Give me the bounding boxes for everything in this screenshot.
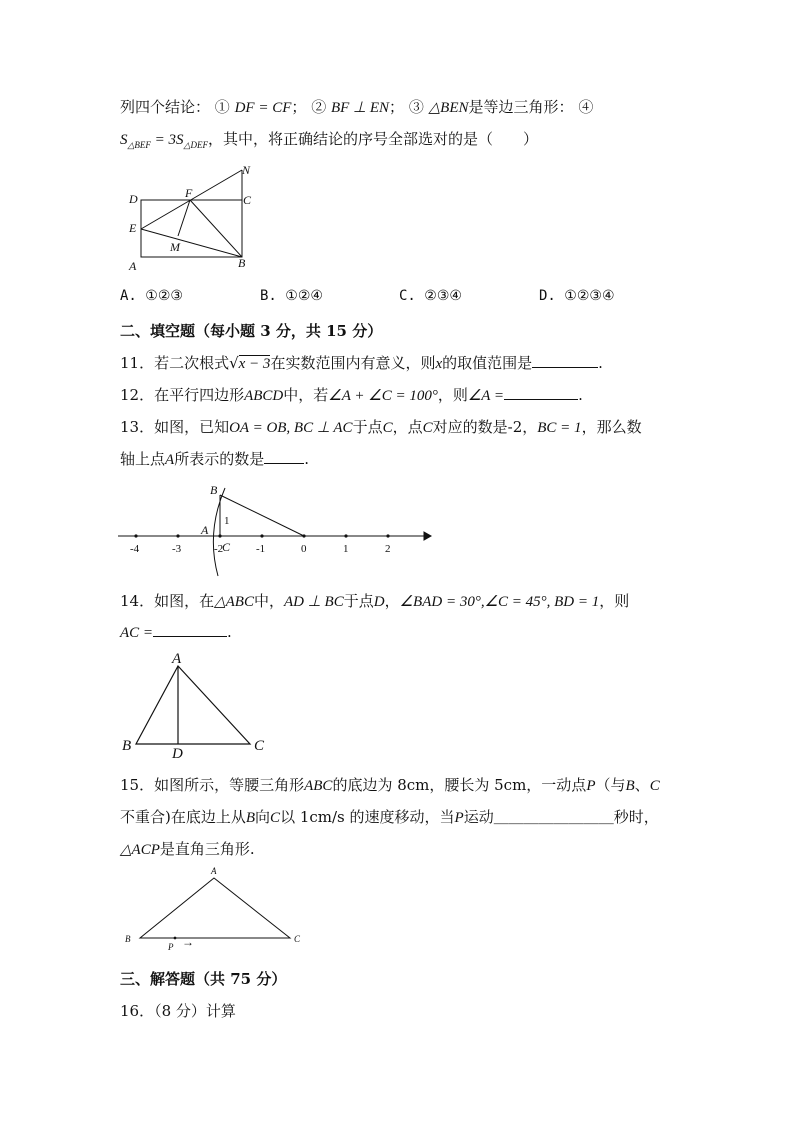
q10-option-d: D. ①②③④ [539, 288, 615, 304]
q15-answer-blank[interactable]: ＿＿＿＿＿＿＿＿ [493, 808, 614, 826]
q12-end: . [578, 386, 583, 404]
label-b: B [122, 738, 132, 754]
label-f: F [185, 186, 193, 200]
tick-label: -4 [130, 543, 140, 555]
q13-expr: OA = OB, BC ⊥ AC [229, 420, 353, 436]
q13-line2 [120, 448, 309, 469]
q10-eq: = 3S [150, 132, 184, 148]
q13-point: C [422, 420, 433, 436]
q15-text: 运动 [463, 808, 494, 826]
q11-radicand: x − 3 [238, 356, 271, 372]
section-2-title: 二、填空题（每小题 3 分，共 15 分） [120, 322, 383, 340]
label-n: N [242, 163, 251, 177]
line-fb [190, 200, 242, 257]
q12-expr: ∠A + ∠C = 100° [328, 388, 438, 404]
q10-text: 列四个结论： [120, 98, 211, 116]
q13-text: 所表示的数是 [174, 450, 265, 468]
q15-point: P [454, 810, 464, 826]
label-a: A [211, 866, 217, 876]
q13-text: 轴上点 [120, 450, 166, 468]
q14-text: 于点 [343, 592, 374, 610]
q11-text: 的取值范围是 [442, 354, 533, 372]
q13-text: 于点 [352, 418, 383, 436]
q14-text: ，则 [599, 592, 630, 610]
q10-sub: △DEF [183, 140, 208, 150]
label-m: M [170, 240, 180, 254]
q16: 16．（8 分）计算 [120, 1002, 236, 1020]
label-d: D [129, 192, 138, 206]
q15-line3 [120, 838, 255, 859]
q10-sub: △BEF [127, 140, 151, 150]
q15-tri: ABC [304, 778, 333, 794]
rectangle-abcd [141, 200, 242, 257]
q14-tri: △ABC [214, 594, 254, 610]
q14-ask: AC = [120, 625, 154, 641]
q15-text: （与 [595, 776, 626, 794]
label-a: A [129, 259, 137, 273]
q15-point: C [270, 810, 281, 826]
q13-bc: BC = 1 [537, 420, 582, 436]
q15-text: 的底边为 8cm，腰长为 5cm，一动点 [332, 776, 587, 794]
q14-expr: ∠BAD = 30°,∠C = 45°, BD = 1 [399, 594, 600, 610]
q15-text: 15．如图所示，等腰三角形 [120, 776, 305, 794]
ticks [130, 534, 391, 555]
q15-point: P [586, 778, 596, 794]
q15-line2 [120, 806, 659, 827]
q13-point: C [382, 420, 393, 436]
q15-point: C [649, 778, 660, 794]
tick-mark [218, 534, 221, 537]
label-a: A [201, 523, 209, 537]
q10-conclusion-4 [120, 132, 208, 148]
arc [213, 488, 225, 576]
tick-mark [386, 534, 389, 537]
q15-text: 不重合)在底边上从 [120, 808, 246, 826]
q15-text: 向 [255, 808, 271, 826]
label-a: A [172, 651, 182, 667]
sqrt-icon: √ [229, 354, 239, 372]
tick-mark [134, 534, 137, 537]
arrow-right-icon: → [182, 935, 194, 949]
q11-answer-blank[interactable] [532, 353, 598, 368]
q13-number-line-figure [118, 480, 438, 580]
label-d: D [172, 746, 183, 762]
label-e: E [129, 221, 137, 235]
q10-option-a: A. ①②③ [120, 288, 183, 304]
q14-text: 中， [253, 592, 284, 610]
tick-label: -1 [256, 543, 266, 555]
q15-tri: △ACP [120, 842, 160, 858]
q10-conclusion-3: △BEN [428, 100, 469, 116]
q13-text: ，点 [392, 418, 423, 436]
label-p: P [168, 942, 174, 952]
q14-expr: AD ⊥ BC [283, 594, 344, 610]
q13-answer-blank[interactable] [264, 449, 304, 464]
q10-figure [120, 160, 260, 275]
q12-answer-blank[interactable] [504, 385, 578, 400]
q10-conclusion-1: DF = CF [234, 100, 292, 116]
q15-text: 是直角三角形. [159, 840, 255, 858]
tick-mark [302, 534, 305, 537]
q13-point: A [165, 452, 175, 468]
q13-text: ，那么数 [581, 418, 642, 436]
q15-figure [120, 862, 310, 954]
q12 [120, 384, 583, 405]
q12-ask: ∠A = [467, 388, 505, 404]
q11-var: x [435, 356, 443, 372]
q10-conclusion-2: BF ⊥ EN [330, 100, 390, 116]
arrow-icon [424, 532, 431, 540]
triangle-abc [136, 666, 250, 744]
triangle-abc [140, 878, 290, 938]
q15-point: B [625, 778, 635, 794]
q13-text: 13．如图，已知 [120, 418, 230, 436]
q10-sep: ； [291, 98, 307, 116]
q11-text: 11．若二次根式 [120, 354, 230, 372]
line-fm [178, 200, 190, 236]
q15-text: 秒时， [613, 808, 659, 826]
q11 [120, 352, 603, 373]
q10-sep: ； [389, 98, 405, 116]
label-c: C [222, 540, 231, 554]
tick-label: -3 [172, 543, 182, 555]
label-c: C [243, 193, 252, 207]
q10-line1 [120, 96, 593, 117]
q11-end: . [598, 354, 603, 372]
q10-conclusion-4-mark: ④ [578, 98, 594, 116]
q12-text: 中，若 [283, 386, 329, 404]
q15-text: 、 [634, 776, 650, 794]
q14-answer-blank[interactable] [153, 622, 227, 637]
tick-mark [176, 534, 179, 537]
tick-label: 1 [343, 543, 349, 555]
q14-line2 [120, 622, 232, 642]
q13-end: . [304, 450, 309, 468]
tick-mark [260, 534, 263, 537]
label-b: B [125, 934, 131, 944]
q14-point: D [373, 594, 385, 610]
q14-text: ， [384, 592, 400, 610]
q10-line2 [120, 128, 538, 151]
q10-option-b: B. ①②④ [260, 288, 323, 304]
q10-option-c: C. ②③④ [399, 288, 462, 304]
q11-text: 在实数范围内有意义，则 [270, 354, 436, 372]
tick-label: 2 [385, 543, 391, 555]
line-eb [141, 229, 242, 257]
q10-conclusion-3-mark: ③ [408, 98, 424, 116]
q13-line1 [120, 416, 642, 437]
point-p [174, 937, 177, 940]
label-c: C [254, 738, 265, 754]
q12-shape: ABCD [244, 388, 284, 404]
tick-label: -2 [214, 543, 224, 555]
label-one: 1 [224, 515, 230, 527]
q14-text: 14．如图，在 [120, 592, 215, 610]
q13-text: 对应的数是-2， [432, 418, 538, 436]
q15-line1 [120, 774, 660, 795]
q14-figure [118, 650, 278, 760]
q10-text: 是等边三角形： [468, 98, 574, 116]
segment-ob [220, 495, 304, 536]
q14-end: . [227, 623, 232, 641]
q15-point: B [245, 810, 256, 826]
label-b: B [210, 483, 218, 497]
label-b: B [238, 256, 246, 270]
q14-line1 [120, 590, 629, 611]
q12-text: ，则 [437, 386, 468, 404]
tick-label: 0 [301, 543, 307, 555]
q10-s: S [120, 132, 128, 148]
q10-conclusion-2-mark: ② [311, 98, 327, 116]
label-c: C [294, 934, 301, 944]
q12-text: 12．在平行四边形 [120, 386, 245, 404]
tick-mark [344, 534, 347, 537]
q10-text: ，其中，将正确结论的序号全部选对的是（ ） [207, 130, 538, 148]
q10-conclusion-1-mark: ① [214, 98, 230, 116]
q15-text: 以 1cm/s 的速度移动，当 [280, 808, 455, 826]
section-3-title: 三、解答题（共 75 分） [120, 970, 287, 988]
